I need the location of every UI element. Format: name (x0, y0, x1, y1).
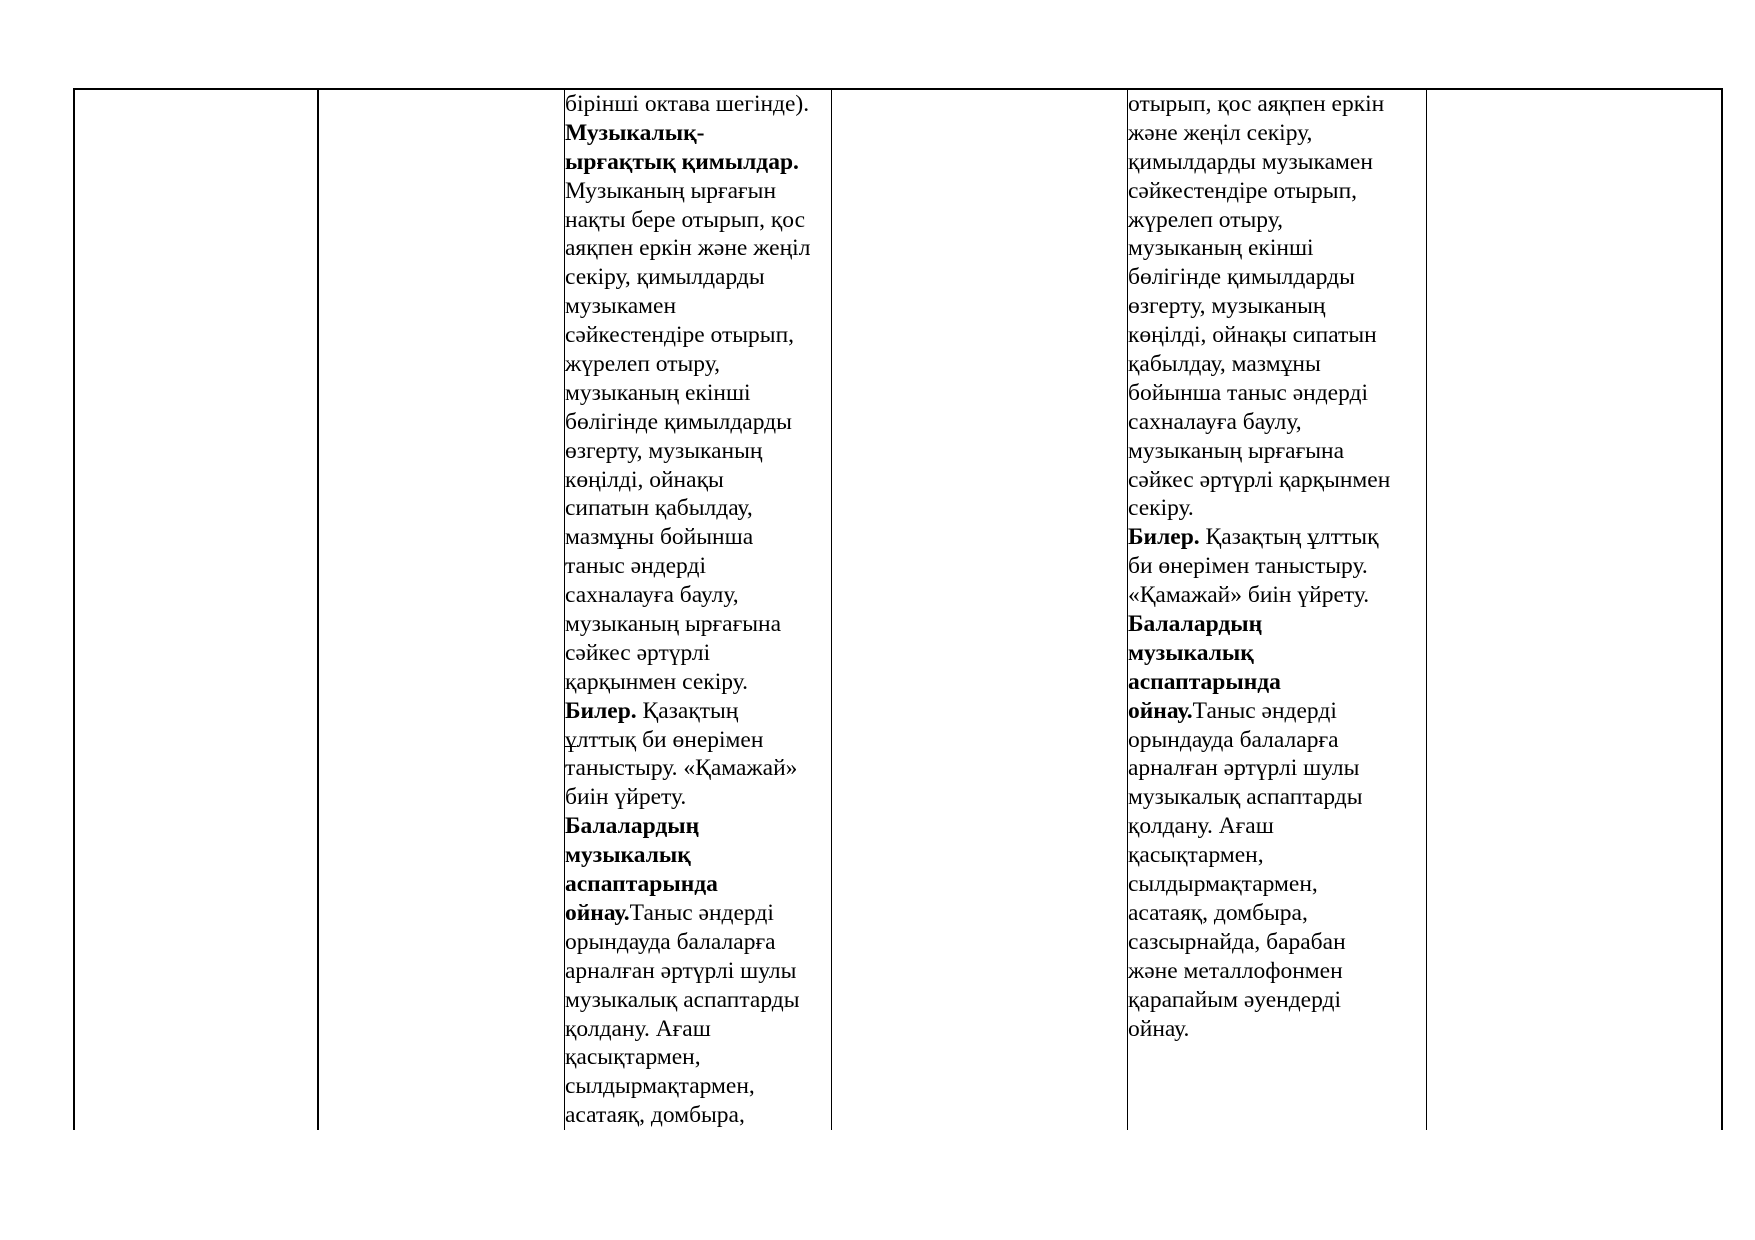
text-line (565, 668, 830, 697)
text-run: сәйкестендіре отырып, (1128, 177, 1358, 204)
text-run: мазмұны бойынша (565, 524, 754, 551)
text-run: би өнерімен таныстыру. (1128, 553, 1368, 580)
text-run: көңілді, ойнақы (565, 466, 724, 493)
text-run: және жеңіл секіру, (1128, 119, 1313, 146)
text-run: бөлігінде қимылдарды (1128, 264, 1355, 291)
table-cell-column-5 (1128, 90, 1425, 1043)
text-line (565, 350, 830, 379)
text-line (565, 957, 830, 986)
text-line (565, 754, 830, 783)
text-run: қарқынмен секіру. (565, 668, 748, 695)
text-line (565, 1072, 830, 1101)
text-run: қарапайым әуендерді (1128, 986, 1342, 1013)
text-line (565, 234, 830, 263)
text-run: аяқпен еркін және жеңіл (565, 235, 811, 262)
text-run: сылдырмақтармен, (1128, 871, 1318, 898)
text-run: жүрелеп отыру, (1128, 206, 1283, 233)
text-run: таныс әндерді (565, 553, 706, 580)
text-line (1128, 292, 1425, 321)
text-run: жүрелеп отыру, (565, 351, 720, 378)
text-line (1128, 754, 1425, 783)
text-run: музыканың екінші (565, 379, 751, 406)
text-line (565, 581, 830, 610)
text-run: сазсырнайда, барабан (1128, 928, 1346, 955)
text-line (1128, 119, 1425, 148)
text-run: қолдану. Ағаш (1128, 813, 1274, 840)
text-run: сахналауға баулу, (1128, 408, 1302, 435)
text-line (1128, 639, 1425, 668)
text-run: орындауда балаларға (565, 928, 776, 955)
text-line (1128, 523, 1425, 552)
text-line (1128, 552, 1425, 581)
text-run: сәйкес әртүрлі (565, 639, 711, 666)
text-run: бойынша таныс әндерді (1128, 379, 1369, 406)
column-divider-3 (831, 88, 832, 1130)
text-run: музыканың ырғағына (565, 611, 782, 638)
text-line (1128, 90, 1425, 119)
text-line (1128, 610, 1425, 639)
text-run: ұлттық би өнерімен (565, 726, 764, 753)
bold-text-run: Билер. (1128, 524, 1200, 551)
text-line (1128, 494, 1425, 523)
text-run: Қазақтың (636, 697, 739, 724)
text-run: қабылдау, мазмұны (1128, 351, 1321, 378)
text-line (565, 408, 830, 437)
text-line (565, 379, 830, 408)
text-run: қасықтармен, (1128, 842, 1264, 869)
text-line (1128, 321, 1425, 350)
text-run: қимылдарды музыкамен (1128, 148, 1373, 175)
text-run: және металлофонмен (1128, 957, 1343, 984)
text-run: Қазақтың ұлттық (1199, 524, 1379, 551)
text-line (565, 812, 830, 841)
text-line (1128, 1015, 1425, 1044)
text-line (565, 321, 830, 350)
text-run: нақты бере отырып, қос (565, 206, 806, 233)
bold-text-run: Билер. (565, 697, 637, 724)
text-run: отырып, қос аяқпен еркін (1128, 91, 1385, 117)
text-line (1128, 206, 1425, 235)
text-run: ойнау. (1128, 1015, 1190, 1042)
text-line (565, 177, 830, 206)
text-line (1128, 986, 1425, 1015)
bold-text-run: аспаптарында (565, 871, 718, 898)
text-line (565, 841, 830, 870)
bold-text-run: аспаптарында (1128, 668, 1281, 695)
text-line (1128, 437, 1425, 466)
text-run: арналған әртүрлі шулы (1128, 755, 1360, 782)
text-line (1128, 350, 1425, 379)
text-run: музыкамен (565, 293, 677, 320)
text-line (565, 119, 830, 148)
text-run: Таныс әндерді (1192, 697, 1337, 724)
text-line (565, 1101, 830, 1130)
text-run: қасықтармен, (565, 1044, 701, 1071)
text-line (1128, 466, 1425, 495)
bold-text-run: ойнау. (1128, 697, 1193, 724)
text-run: асатаяқ, домбыра, (1128, 899, 1308, 926)
text-run: музыканың екінші (1128, 235, 1314, 262)
text-line (1128, 726, 1425, 755)
bold-text-run: Балалардың (1128, 611, 1263, 638)
table-top-border (73, 88, 1722, 90)
text-run: бөлігінде қимылдарды (565, 408, 792, 435)
bold-text-run: Музыкалық- (565, 119, 705, 146)
text-line (565, 552, 830, 581)
bold-text-run: Балалардың (565, 813, 700, 840)
text-run: Таныс әндерді (629, 899, 774, 926)
text-run: музыканың ырғағына (1128, 437, 1345, 464)
table-right-border (1721, 88, 1723, 1130)
text-line (1128, 899, 1425, 928)
text-line (1128, 957, 1425, 986)
bold-text-run: ойнау. (565, 899, 630, 926)
text-run: арналған әртүрлі шулы (565, 957, 797, 984)
text-line (565, 928, 830, 957)
text-line (565, 90, 830, 119)
text-run: өзгерту, музыканың (565, 437, 763, 464)
text-line (565, 899, 830, 928)
text-line (1128, 408, 1425, 437)
text-line (565, 206, 830, 235)
text-line (1128, 581, 1425, 610)
text-run: Музыканың ырғағын (565, 177, 777, 204)
text-line (1128, 870, 1425, 899)
text-line (1128, 148, 1425, 177)
bold-text-run: музыкалық (1128, 639, 1254, 666)
text-run: секіру, қимылдарды (565, 264, 765, 291)
text-run: сәйкестендіре отырып, (565, 322, 795, 349)
text-run: сахналауға баулу, (565, 582, 739, 609)
text-line (1128, 668, 1425, 697)
text-line (565, 523, 830, 552)
text-line (565, 783, 830, 812)
text-line (1128, 379, 1425, 408)
text-line (565, 697, 830, 726)
text-run: орындауда балаларға (1128, 726, 1339, 753)
text-line (565, 726, 830, 755)
text-run: бірінші октава шегінде). (565, 91, 810, 117)
table-left-border (73, 88, 75, 1130)
text-line (1128, 177, 1425, 206)
column-divider-5 (1426, 88, 1427, 1130)
text-run: сылдырмақтармен, (565, 1073, 755, 1100)
text-run: өзгерту, музыканың (1128, 293, 1326, 320)
text-line (1128, 697, 1425, 726)
text-run: таныстыру. «Қамажай» (565, 755, 798, 782)
text-run: биін үйрету. (565, 784, 687, 811)
text-line (565, 437, 830, 466)
text-line (1128, 812, 1425, 841)
text-line (1128, 783, 1425, 812)
text-line (565, 494, 830, 523)
bold-text-run: музыкалық (565, 842, 691, 869)
text-run: көңілді, ойнақы сипатын (1128, 322, 1377, 349)
text-run: «Қамажай» биін үйрету. (1128, 582, 1370, 609)
text-line (1128, 928, 1425, 957)
text-run: музыкалық аспаптарды (1128, 784, 1363, 811)
text-line (1128, 263, 1425, 292)
column-divider-1 (317, 88, 319, 1130)
text-line (565, 263, 830, 292)
text-line (565, 1043, 830, 1072)
text-run: қолдану. Ағаш (565, 1015, 711, 1042)
bold-text-run: ырғақтық қимылдар. (565, 148, 799, 175)
text-line (1128, 234, 1425, 263)
table-cell-column-3 (565, 90, 830, 1130)
text-run: асатаяқ, домбыра, (565, 1102, 745, 1129)
text-line (565, 292, 830, 321)
text-line (1128, 841, 1425, 870)
text-run: сәйкес әртүрлі қарқынмен (1128, 466, 1391, 493)
text-run: музыкалық аспаптарды (565, 986, 800, 1013)
text-line (565, 986, 830, 1015)
text-run: сипатын қабылдау, (565, 495, 753, 522)
text-line (565, 466, 830, 495)
text-line (565, 639, 830, 668)
text-run: секіру. (1128, 495, 1194, 522)
text-line (565, 610, 830, 639)
text-line (565, 148, 830, 177)
text-line (565, 870, 830, 899)
text-line (565, 1015, 830, 1044)
